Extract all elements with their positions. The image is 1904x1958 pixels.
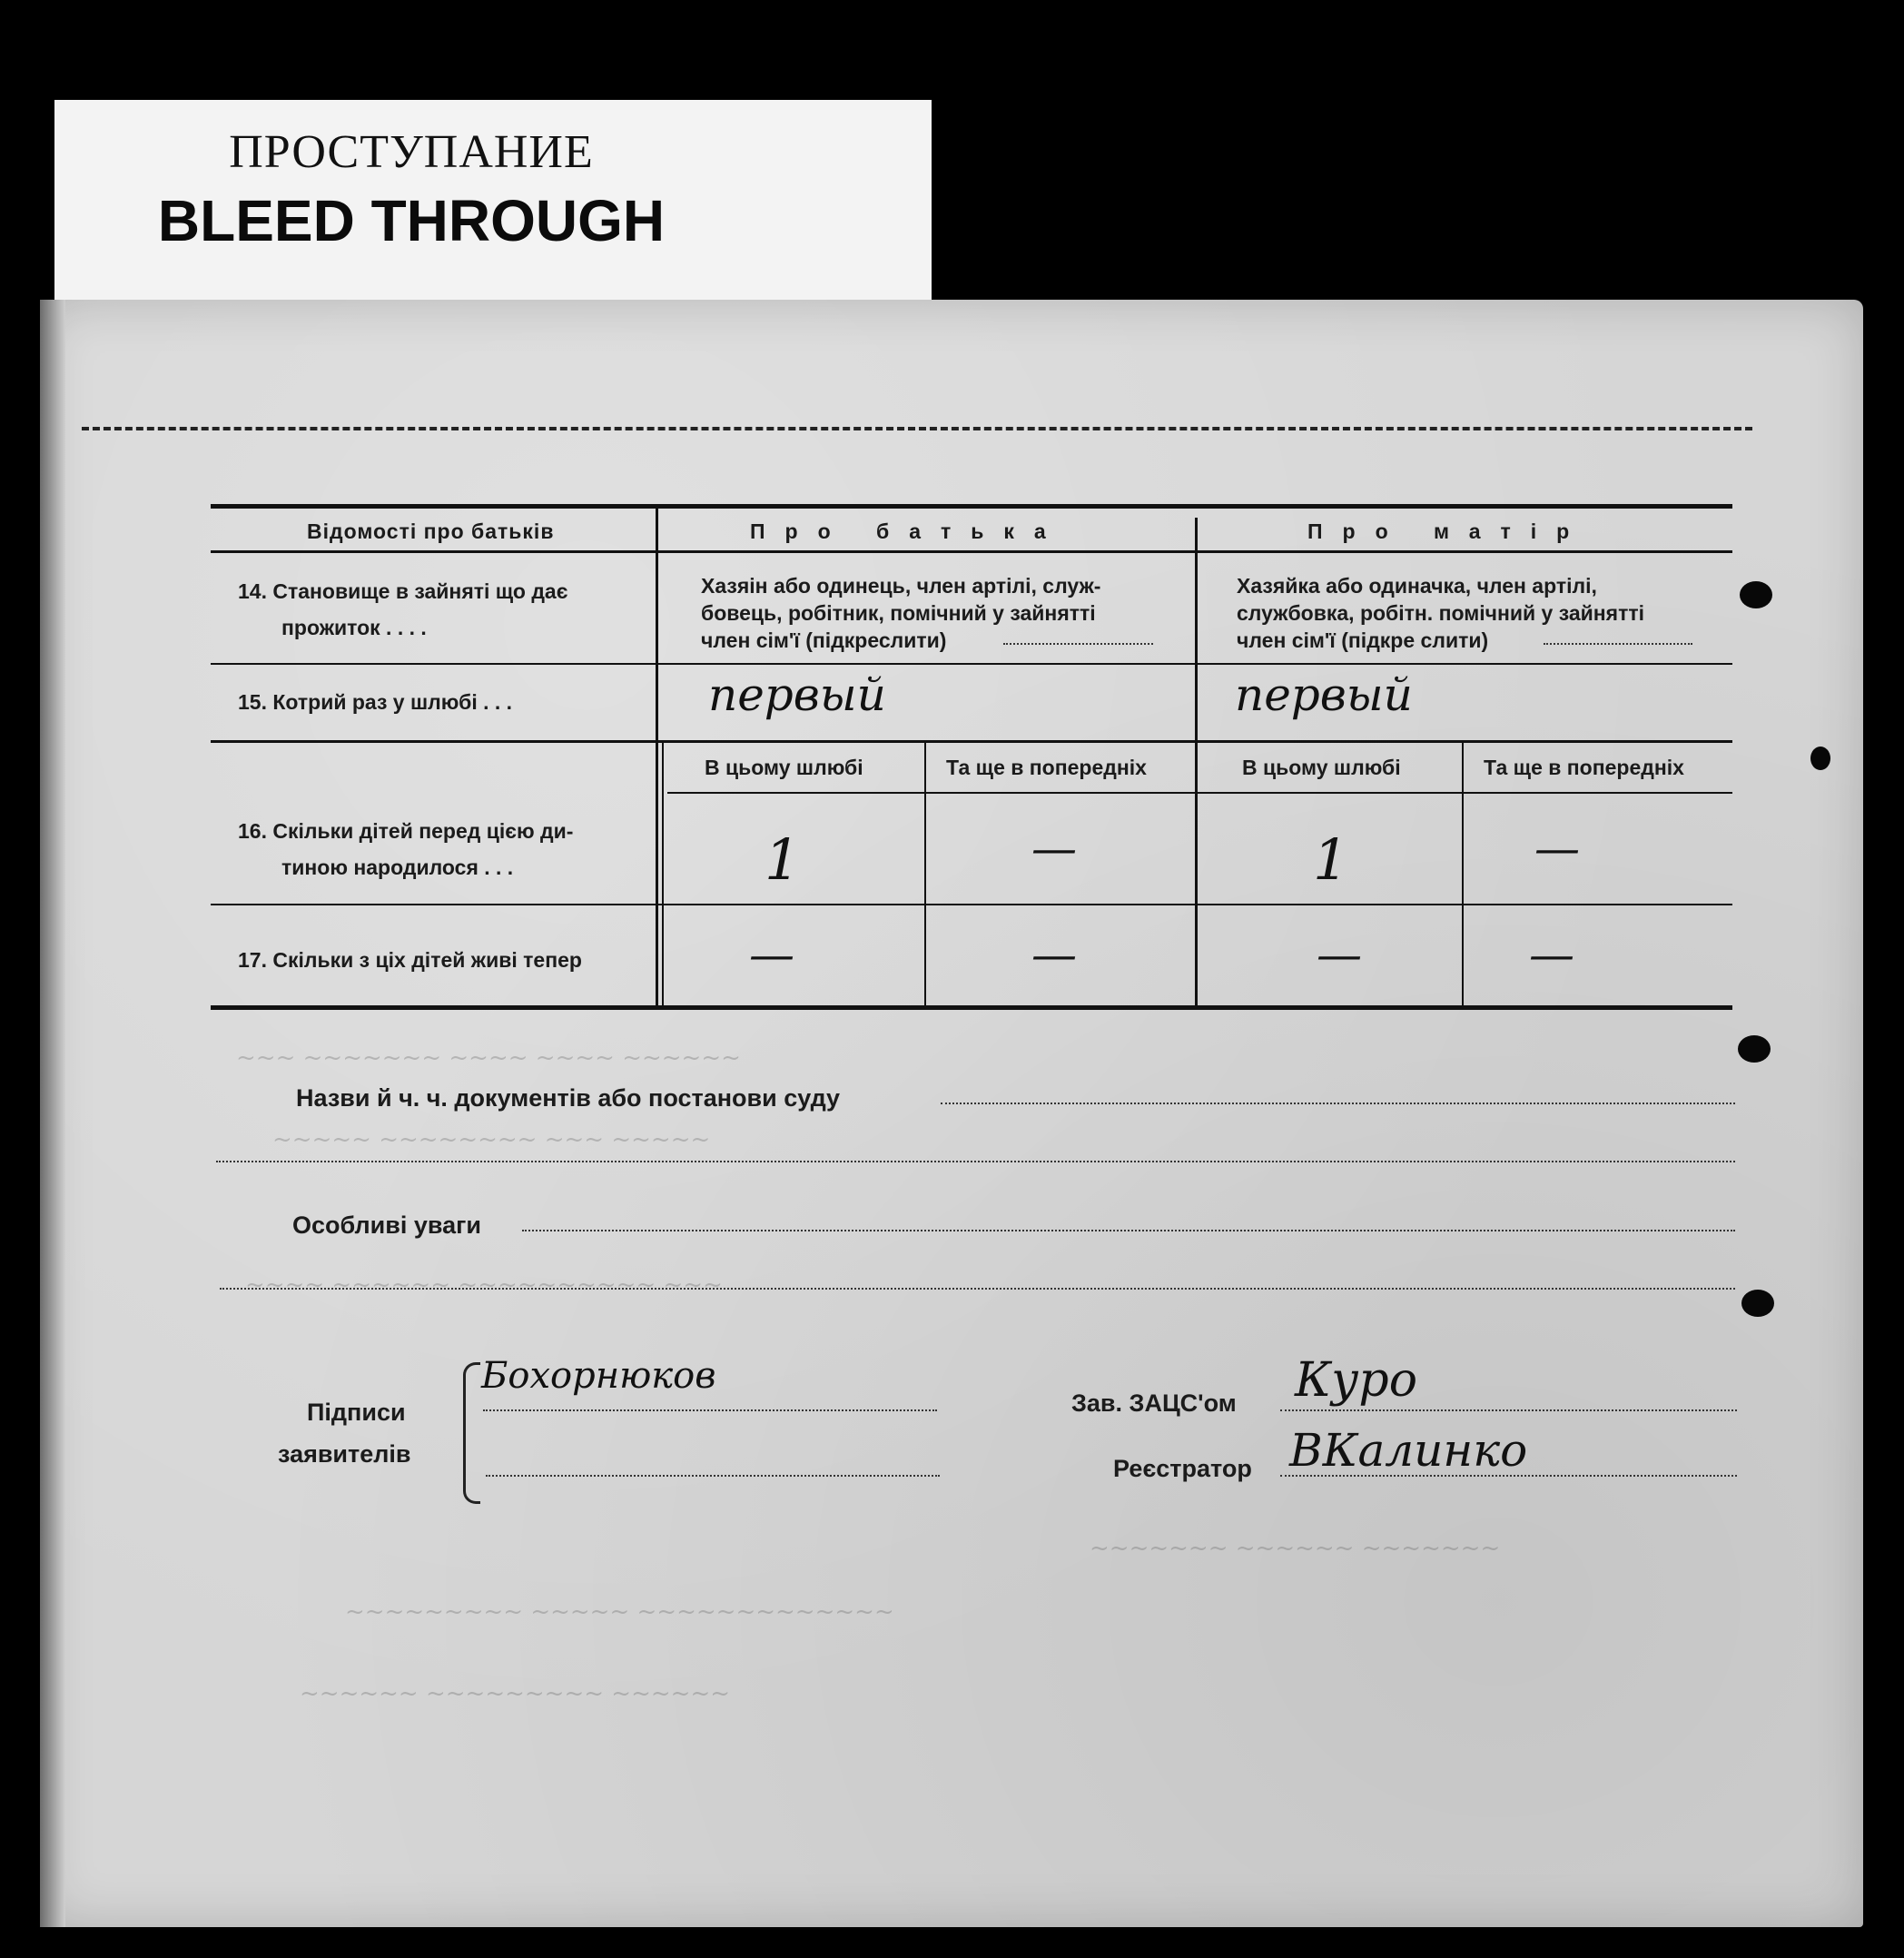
page-edge-shadow xyxy=(40,300,65,1927)
punch-hole xyxy=(1740,581,1772,608)
header-bottom-rule xyxy=(211,550,1732,553)
registrar-label: Реєстратор xyxy=(1113,1455,1252,1482)
table-bottom-rule xyxy=(211,1005,1732,1010)
row14-mother-line1: Хазяйка або одиначка, член артілі, xyxy=(1237,574,1597,598)
bleed-through-text: ~~~~~~ ~~~~~~~~~ ~~~~~~ xyxy=(300,1680,731,1707)
label-english: BLEED THROUGH xyxy=(157,188,666,253)
documents-label: Назви й ч. ч. документів або постанови суду xyxy=(296,1084,841,1112)
row14-mother-line2: службовка, робітн. помічний у зайнятті xyxy=(1237,601,1645,625)
col-divider xyxy=(924,743,926,1008)
col-divider xyxy=(656,509,658,1008)
header-info: Відомості про батьків xyxy=(307,519,555,543)
bleed-through-text: ~~~~ ~~~~~~ ~~~~~~~~~~ ~~~ xyxy=(245,1271,723,1299)
row14-father-line2: бовець, робітник, помічний у зайнятті xyxy=(701,601,1096,625)
header-father: Про батька xyxy=(750,519,1066,543)
row14-label-line1: 14. Становище в зайняті що дає xyxy=(238,579,568,603)
applicants-label-line2: заявителів xyxy=(278,1440,411,1468)
head-signature-dotline xyxy=(1280,1409,1737,1411)
documents-dotline xyxy=(941,1103,1735,1104)
row15-label: 15. Котрий раз у шлюбі . . . xyxy=(238,690,513,714)
head-signature: Куро xyxy=(1295,1353,1418,1408)
col-divider xyxy=(662,740,664,1008)
row14-rule xyxy=(211,663,1732,665)
row17-father-this-value: — xyxy=(749,928,794,981)
row15-rule xyxy=(211,740,1732,743)
applicants-brace xyxy=(463,1362,480,1504)
applicant-signature: Бохорнюков xyxy=(481,1355,716,1397)
row17-father-prev-value: — xyxy=(1031,928,1077,981)
table-top-rule xyxy=(211,504,1732,509)
remarks-dotline xyxy=(522,1230,1735,1231)
row15-mother-handwritten: первый xyxy=(1235,668,1413,721)
bleed-through-text: ~~~~~~~ ~~~~~~ ~~~~~~~ xyxy=(1090,1535,1501,1562)
applicants-label-line1: Підписи xyxy=(307,1399,406,1426)
row17-mother-prev-value: — xyxy=(1529,928,1574,981)
row14-father-line3: член сім'ї (підкреслити) xyxy=(701,628,947,652)
row14-father-dotline xyxy=(1003,643,1153,645)
row16-father-prev-value: — xyxy=(1031,822,1077,875)
punch-hole xyxy=(1738,1035,1771,1063)
registrar-signature-dotline xyxy=(1280,1475,1737,1477)
row14-father-line1: Хазяін або одинець, член артілі, служ- xyxy=(701,574,1101,598)
row14-label-line2: прожиток . . . . xyxy=(281,616,427,639)
remarks-label: Особливі уваги xyxy=(292,1211,481,1239)
row16-label-line1: 16. Скільки дітей перед цією ди- xyxy=(238,819,574,843)
row16-label-line2: тиною народилося . . . xyxy=(281,855,514,879)
bleed-through-text: ~~~~~~~~~ ~~~~~ ~~~~~~~~~~~~~ xyxy=(345,1598,894,1626)
remarks-dotline-2 xyxy=(220,1288,1735,1290)
row16-mother-prev-value: — xyxy=(1534,822,1580,875)
row15-father-handwritten: первый xyxy=(708,668,886,721)
header-mother: Про матір xyxy=(1307,519,1590,543)
registrar-signature: ВКалинко xyxy=(1289,1424,1528,1477)
punch-hole xyxy=(1810,747,1830,770)
row16-rule xyxy=(211,904,1732,905)
row17-mother-this-value: — xyxy=(1317,928,1362,981)
row16-father-this-value: 1 xyxy=(765,826,801,893)
applicant-signature-dotline xyxy=(483,1409,937,1411)
subheader-rule xyxy=(667,792,1732,794)
row16-mother-this-value: 1 xyxy=(1313,826,1349,893)
subheader-mother-previous: Та ще в попередніх xyxy=(1484,756,1684,779)
punch-hole xyxy=(1741,1290,1774,1317)
col-divider xyxy=(1462,743,1464,1008)
row14-mother-line3: член сім'ї (підкре слити) xyxy=(1237,628,1489,652)
bleed-through-label-card xyxy=(54,100,932,311)
row17-label: 17. Скільки з ціх дітей живі тепер xyxy=(238,948,582,972)
perforation-line xyxy=(82,427,1752,430)
head-label: Зав. ЗАЦС'ом xyxy=(1071,1389,1237,1417)
label-russian: ПРОСТУПАНИЕ xyxy=(229,126,594,178)
applicant-signature-dotline-2 xyxy=(486,1475,940,1477)
subheader-mother-this: В цьому шлюбі xyxy=(1242,756,1401,779)
bleed-through-text: ~~~~~ ~~~~~~~~ ~~~ ~~~~~ xyxy=(272,1126,711,1153)
bleed-through-text: ~~~ ~~~~~~~ ~~~~ ~~~~ ~~~~~~ xyxy=(236,1044,741,1072)
row14-mother-dotline xyxy=(1544,643,1692,645)
subheader-father-this: В цьому шлюбі xyxy=(705,756,863,779)
subheader-father-previous: Та ще в попередніх xyxy=(946,756,1147,779)
documents-dotline-2 xyxy=(216,1161,1735,1162)
col-divider xyxy=(1195,518,1198,1008)
